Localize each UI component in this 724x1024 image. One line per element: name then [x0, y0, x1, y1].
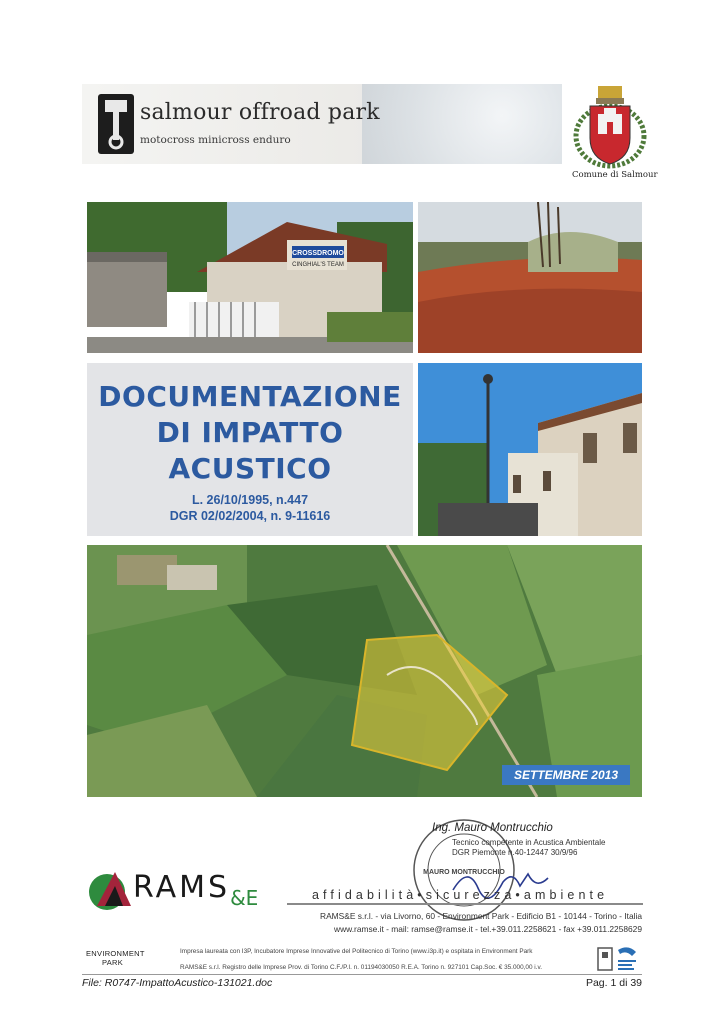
company-address: RAMS&E s.r.l. - via Livorno, 60 - Environment Park - Edificio B1 - 10144 - Torino - Italia [320, 911, 642, 921]
document-title [87, 379, 413, 487]
law-reference-1: L. 26/10/1995, n.447 [191, 493, 309, 507]
title-line-1: DOCUMENTAZIONE [98, 380, 402, 413]
title-line-2: DI IMPATTO [156, 416, 344, 449]
park-subtitle: motocross minicross enduro [140, 134, 291, 146]
coat-of-arms-icon [572, 84, 648, 170]
building-photo [87, 202, 413, 353]
company-contacts: www.ramse.it - mail: ramse@ramse.it - tel.+39.011.2258621 - fax +39.011.2258629 [334, 924, 642, 934]
title-line-3: ACUSTICO [168, 452, 332, 485]
footer-incubator-text: Impresa laureata con I3P, Incubatore Imprese Innovative del Politecnico di Torino (www.i3p.it) e ospitata in Environment Park [180, 948, 533, 955]
page-number: Pag. 1 di 39 [585, 977, 642, 989]
company-name-main: RAMS [133, 870, 231, 905]
track-photo [418, 202, 642, 353]
engineer-registration: DGR Piemonte n.40-12447 30/9/96 [452, 848, 578, 857]
divider [287, 903, 643, 905]
i3p-logo-icon [596, 944, 642, 974]
piston-logo-icon [96, 92, 136, 156]
env-logo-line-1: ENVIRONMENT [86, 949, 145, 958]
building-sign-subtext: CINGHIAL'S TEAM [292, 262, 344, 268]
company-name-amp: &E [230, 886, 259, 910]
engineer-qualification: Tecnico competente in Acustica Ambientale [452, 838, 606, 847]
banner-background [362, 84, 562, 164]
park-banner [82, 84, 562, 164]
measurement-photo [418, 363, 642, 536]
ramse-logo [87, 866, 287, 914]
company-tagline: affidabilità•sicurezza•ambiente [312, 888, 609, 902]
footer-divider [82, 974, 642, 975]
environment-park-logo [86, 944, 160, 974]
coat-of-arms [572, 84, 658, 186]
comune-caption: Comune di Salmour [572, 170, 658, 180]
aerial-photo [87, 545, 642, 797]
building-sign-text: CROSSDROMO [292, 250, 344, 257]
file-name: File: R0747-ImpattoAcustico-131021.doc [82, 977, 273, 989]
ramse-emblem-icon [87, 866, 133, 914]
park-title: salmour offroad park [140, 100, 380, 125]
date-badge: SETTEMBRE 2013 [502, 765, 630, 785]
stamp-text: MAURO MONTRUCCHIO [423, 869, 505, 876]
company-name [133, 870, 259, 910]
law-reference-2: DGR 02/02/2004, n. 9-11616 [169, 509, 331, 523]
title-panel [87, 363, 413, 536]
env-logo-line-2: PARK [102, 958, 124, 967]
footer-registry-text: RAMS&E s.r.l. Registro delle Imprese Prov. di Torino C.F./P.I. n. 01194030050 R.E.A. Torino n. 927101 Cap.Soc. € 35.000,00 i.v. [180, 964, 542, 971]
engineer-name: Ing. Mauro Montrucchio [432, 822, 553, 834]
